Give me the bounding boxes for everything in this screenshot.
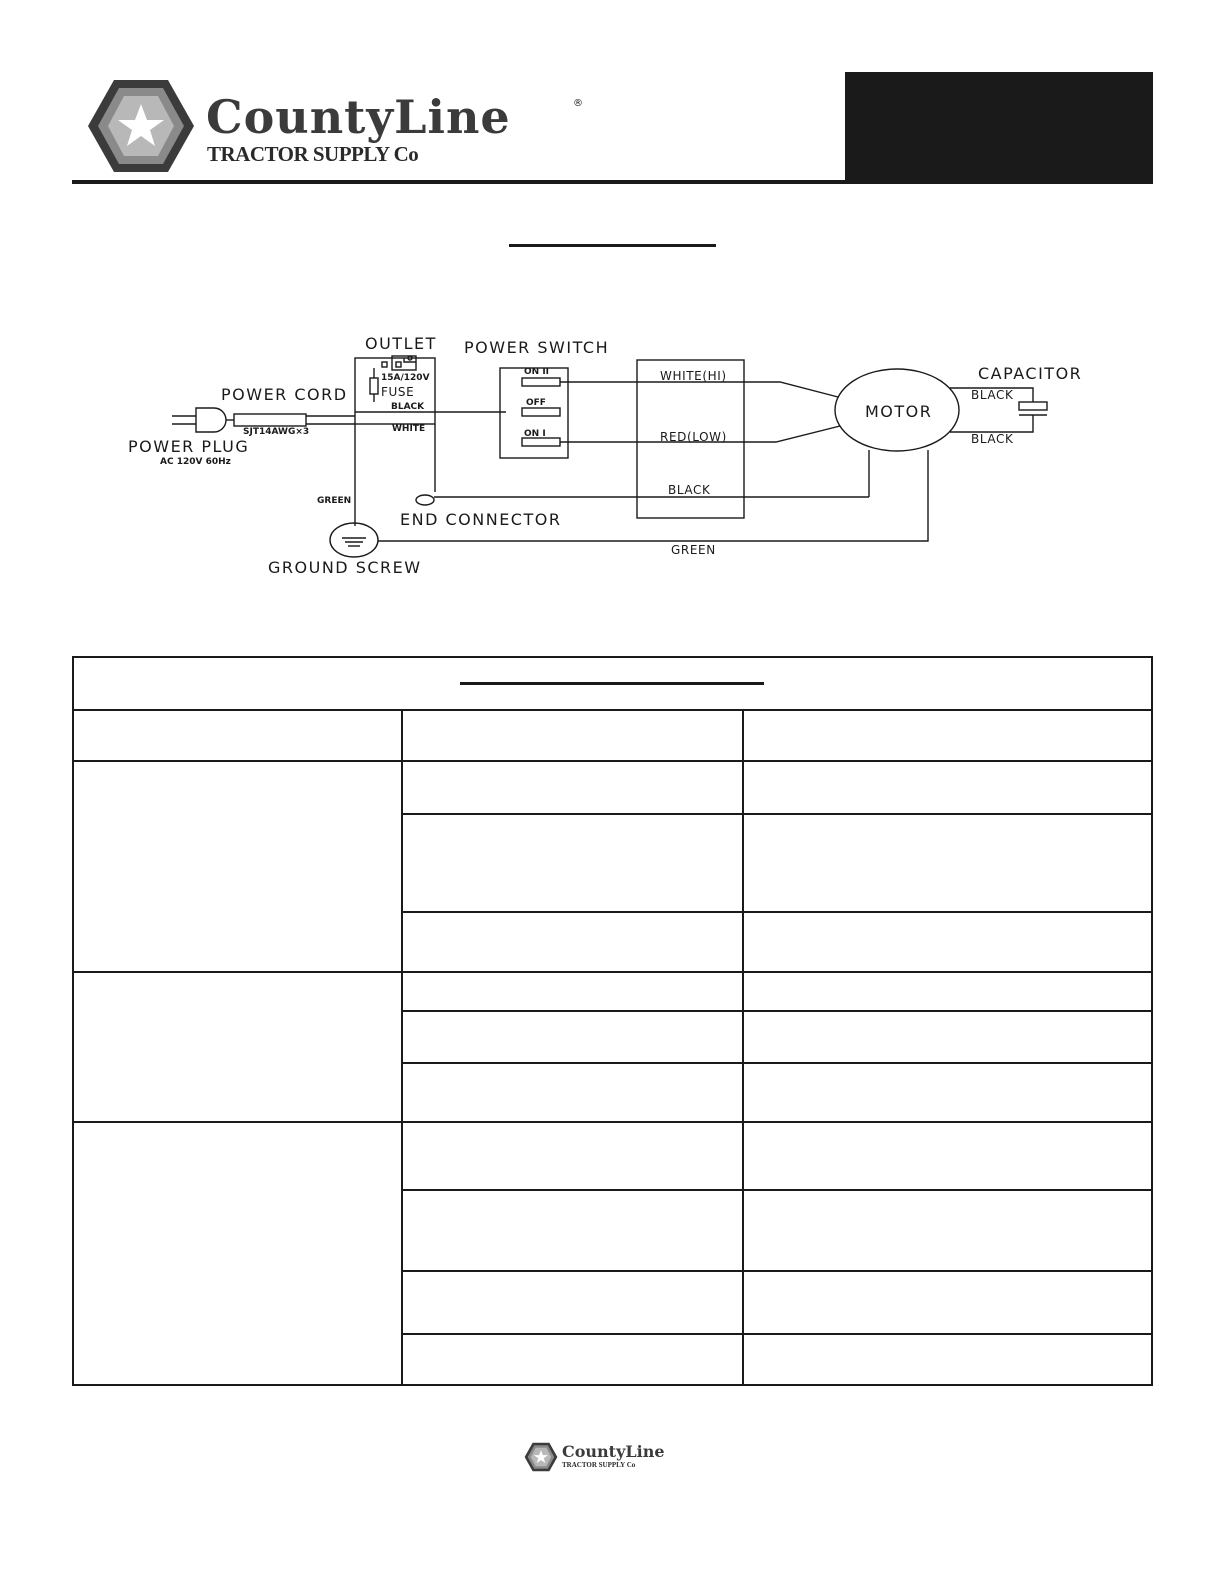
row-divider: [74, 971, 1151, 973]
column-divider: [401, 709, 403, 1386]
motor-label: MOTOR: [865, 402, 933, 421]
sub-row-divider: [401, 813, 1151, 815]
outlet-label: OUTLET: [365, 334, 437, 353]
outlet-green-label: GREEN: [317, 496, 352, 506]
header-title-block: [845, 72, 1153, 180]
switch-on1-label: ON I: [524, 429, 546, 439]
fuse-rating-label: 15A/120V: [381, 373, 430, 383]
brand-logo: [86, 78, 586, 174]
end-connector-label: END CONNECTOR: [400, 510, 562, 529]
plug-rating-label: AC 120V 60Hz: [160, 457, 231, 467]
power-switch-label: POWER SWITCH: [464, 338, 610, 357]
sub-row-divider: [401, 911, 1151, 913]
capacitor-black-bottom-label: BLACK: [971, 432, 1014, 446]
wiring-diagram: [0, 300, 1225, 600]
outlet-white-label: WHITE: [392, 424, 426, 434]
power-cord-label: POWER CORD: [221, 385, 348, 404]
star-hexagon-icon: [524, 1440, 558, 1474]
sub-row-divider: [401, 1333, 1151, 1335]
fuse-label: FUSE: [381, 385, 415, 399]
capacitor-black-top-label: BLACK: [971, 388, 1014, 402]
junction-black-label: BLACK: [668, 483, 711, 497]
sub-row-divider: [401, 1010, 1151, 1012]
power-plug-label: POWER PLUG: [128, 437, 250, 456]
star-hexagon-icon: [86, 78, 196, 174]
red-low-label: RED(LOW): [660, 430, 727, 444]
sub-row-divider: [401, 1062, 1151, 1064]
outlet-black-label: BLACK: [391, 402, 425, 412]
table-title-underline: [460, 682, 764, 685]
section-title-underline: [509, 244, 716, 247]
table-title-row: [74, 658, 1151, 711]
switch-off-label: OFF: [526, 398, 546, 408]
brand-subtitle: TRACTOR SUPPLY Co: [207, 142, 419, 166]
troubleshooting-table: [72, 656, 1153, 1386]
sub-row-divider: [401, 1270, 1151, 1272]
footer-brand-subtitle: TRACTOR SUPPLY Co: [562, 1461, 636, 1469]
row-divider: [74, 1121, 1151, 1123]
capacitor-label: CAPACITOR: [978, 364, 1083, 383]
footer-brand-name: CountyLine: [562, 1442, 665, 1461]
cord-spec-label: SJT14AWG×3: [243, 427, 310, 437]
row-divider: [74, 760, 1151, 762]
column-divider: [742, 709, 744, 1386]
brand-name: CountyLine: [206, 90, 511, 144]
switch-on2-label: ON II: [524, 367, 550, 377]
ground-green-label: GREEN: [671, 543, 716, 557]
footer-logo: [524, 1440, 704, 1474]
white-hi-label: WHITE(HI): [660, 369, 727, 383]
registered-mark: ®: [573, 98, 583, 109]
header-divider: [72, 180, 1153, 184]
sub-row-divider: [401, 1189, 1151, 1191]
ground-screw-label: GROUND SCREW: [268, 558, 422, 577]
